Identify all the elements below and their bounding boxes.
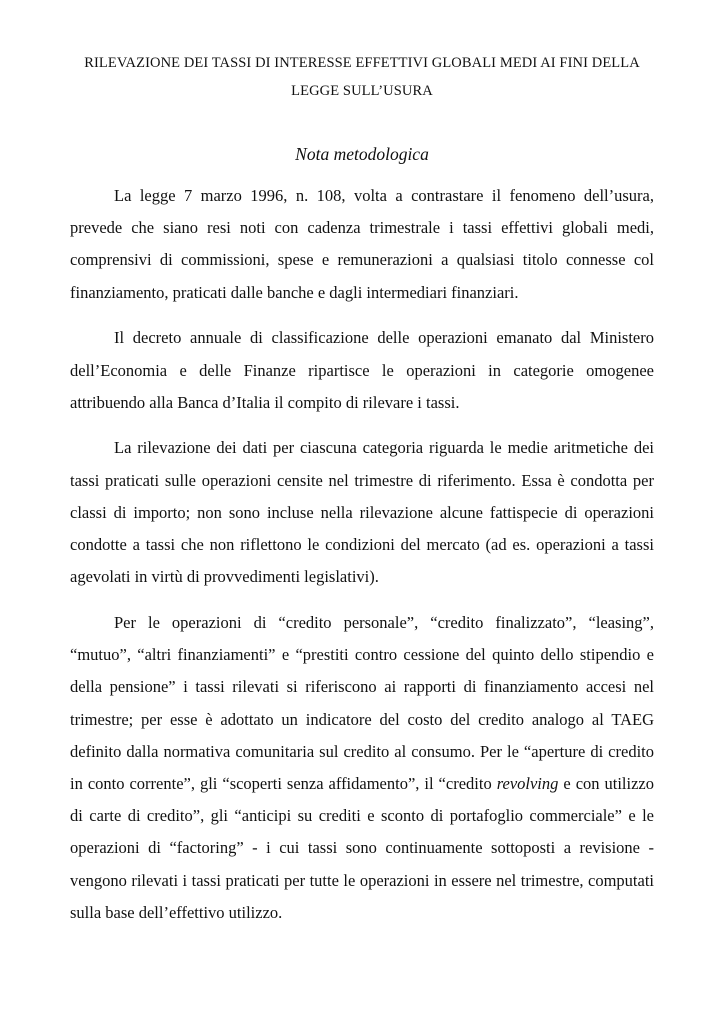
paragraph-1: La legge 7 marzo 1996, n. 108, volta a contrastare il fenomeno dell’usura, prevede che siano resi noti con cadenza trimestrale i tassi effettivi globali medi, comprensivi di commissioni, spese e remunerazioni a qualsiasi titolo connesse col finanziamento, praticati dalle banche e dagli intermediari finanziari. [70,186,654,302]
paragraph-4-italic-term: revolving [496,773,559,793]
document-header: RILEVAZIONE DEI TASSI DI INTERESSE EFFETTIVI GLOBALI MEDI AI FINI DELLA LEGGE SULL’USURA [84,55,640,99]
paragraph-4-text-start: Per le operazioni di “credito personale”, “credito finalizzato”, “leasing”, “mutuo”, “altri finanziamenti” e “prestiti contro cessione del quinto dello stipendio e della pensione” i tassi rilevati si riferiscono ai rapporti di finanziamento accesi nel trimestre; per esse è adottato un indicatore del costo del credito analogo al TAEG definito dalla normativa comunitaria sul credito al consumo. Per le “aperture di credito in conto corrente”, gli “scoperti senza affidamento”, il “credito [70,612,654,793]
document-subtitle: Nota metodologica [295,144,429,164]
document-body [70,180,654,942]
paragraph-4 [70,607,654,929]
paragraph-2: Il decreto annuale di classificazione delle operazioni emanato dal Ministero dell’Economia e delle Finanze ripartisce le operazioni in categorie omogenee attribuendo alla Banca d’Italia il compito di rilevare i tassi. [70,328,654,412]
paragraph-3: La rilevazione dei dati per ciascuna categoria riguarda le medie aritmetiche dei tassi praticati sulle operazioni censite nel trimestre di riferimento. Essa è condotta per classi di importo; non sono incluse nella rilevazione alcune fattispecie di operazioni condotte a tassi che non riflettono le condizioni del mercato (ad es. operazioni a tassi agevolati in virtù di provvedimenti legislativi). [70,438,654,587]
paragraph-4-text-end: e con utilizzo di carte di credito”, gli “anticipi su crediti e sconto di portafoglio commerciale” e le operazioni di “factoring” - i cui tassi sono continuamente sottoposti a revisione - vengono rilevati i tassi praticati per tutte le operazioni in essere nel trimestre, computati sulla base dell’effettivo utilizzo. [70,773,654,922]
